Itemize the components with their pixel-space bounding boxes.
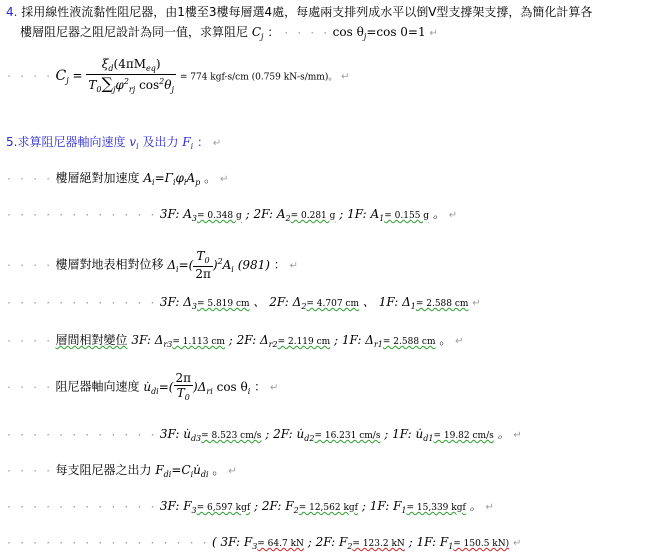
- vel-heading: [6, 372, 278, 402]
- force-2f: ; 2F: $F_2= 12,562$ kgf: [254, 499, 359, 515]
- disp-sep1: 、: [253, 295, 266, 309]
- accel-formula: $A_i=\Gamma_i\varphi_iA_p$: [143, 171, 201, 187]
- vel-1f: ; 1F: $u̇_{d1}= 19.82$ cm/s: [384, 427, 494, 443]
- leader-dots: · · · ·: [6, 466, 52, 477]
- leader-dots: · · · ·: [6, 382, 52, 394]
- paragraph-mark: ↵: [429, 28, 438, 39]
- disp-1f: 1F: $\Delta_1= 2.588$ cm: [378, 295, 469, 311]
- force-kn-3f: ( 3F: $F_3= 64.7$ kN: [211, 535, 304, 551]
- disp-sep2: 、: [362, 295, 375, 309]
- var-vi: $v_i$: [129, 135, 139, 151]
- vel-fraction: $\frac{2\pi}{T_0}$: [175, 371, 192, 402]
- disp-fraction: $\frac{T_0}{2\pi}$: [195, 249, 211, 281]
- item4-marker: 4.: [6, 5, 18, 19]
- force-tail: 。: [212, 463, 225, 477]
- paragraph-mark: ↵: [289, 260, 299, 272]
- disp-tail: ：: [273, 257, 286, 272]
- paragraph-mark: ↵: [228, 466, 237, 477]
- leader-dots: · · · · · · · · · · · · · · · ·: [6, 538, 209, 549]
- paragraph-mark: ↵: [341, 71, 350, 83]
- item4-text-line1: 採用線性液流黏性阻尼器，由1樓至3樓每層選4處，每處兩支排列成水平以倒V型支撐架支撐，為簡化計算各: [21, 5, 593, 19]
- force-formula: $F_{di}=C_iu̇_{di}$: [155, 463, 209, 479]
- item4-text-line2: 樓層阻尼器之阻尼設計為同一值，求算阻尼: [20, 25, 249, 39]
- leader-dots: · · · ·: [6, 260, 52, 272]
- disp-2f: 2F: $\Delta_2= 4.707$ cm: [269, 295, 360, 311]
- drift-label: 層間相對變位: [55, 333, 128, 347]
- paragraph-mark: ↵: [455, 336, 464, 347]
- accel-2f: ; 2F: $A_2= 0.281$ g: [245, 207, 336, 223]
- force-end: 。: [469, 499, 482, 513]
- leader-dots: · · · ·: [6, 336, 52, 347]
- paragraph-mark: ↵: [219, 174, 229, 185]
- paragraph-mark: ↵: [270, 382, 279, 394]
- vel-values: [6, 428, 522, 443]
- accel-3f: 3F: $A_3= 0.348$ g: [159, 207, 242, 223]
- force-3f: 3F: $F_3= 6,597$ kgf: [159, 499, 251, 515]
- disp-label: 樓層對地表相對位移: [55, 257, 164, 272]
- accel-tail: 。: [204, 171, 217, 185]
- vel-formula: $u̇_{di}=$( $\frac{2\pi}{T_0}$ )$\Delta_{ri}$ $\cos \theta_i$: [143, 371, 251, 402]
- paragraph-mark: ↵: [512, 538, 522, 549]
- accel-label: 樓層絕對加速度: [55, 171, 140, 185]
- drift-line: [6, 334, 464, 349]
- paragraph-mark: ↵: [212, 138, 222, 149]
- leader-dots: · · · · · · · · · · · ·: [6, 430, 156, 441]
- force-label: 每支阻尼器之出力: [55, 463, 152, 477]
- accel-1f: ; 1F: $A_1= 0.155$ g: [339, 207, 430, 223]
- formula-equals: =: [72, 68, 83, 83]
- formula-lhs: $C_j$: [55, 67, 69, 85]
- item4-line1: [6, 6, 592, 18]
- cj-fraction: [86, 58, 176, 94]
- vel-2f: ; 2F: $u̇_{d2}= 16.231$ cm/s: [265, 427, 381, 443]
- force-values-kgf: [6, 500, 494, 515]
- cj-numerator: $\xi_d(4\pi M_{eq})$: [86, 58, 176, 75]
- cos-theta-eq: $\cos \theta_j=\cos$ 0=1: [332, 25, 426, 41]
- drift-tail: 。: [439, 333, 452, 347]
- vel-end: 。: [497, 427, 510, 441]
- vel-3f: 3F: $u̇_{d3}= 8.523$ cm/s: [159, 427, 262, 443]
- cj-formula: [6, 58, 350, 94]
- item5-title-text: 5.求算阻尼器軸向速度: [6, 135, 126, 149]
- leader-dots: · · · ·: [6, 174, 52, 185]
- cj-denominator: $T_0\sum_j\varphi^2_{rj}$ $\cos^2\theta_j$: [88, 74, 174, 94]
- item4-line2: [20, 26, 438, 41]
- force-kn-1f: ; 1F: $F_1= 150.5$ kN): [408, 535, 510, 551]
- accel-heading: [6, 172, 228, 187]
- disp-heading: [6, 250, 298, 280]
- paragraph-mark: ↵: [485, 502, 494, 513]
- vel-tail: ：: [254, 379, 267, 394]
- cj-result: = 774 kgf-s/cm (0.759 kN-s/mm)。: [179, 72, 338, 83]
- drift-2f: ; 2F: $\Delta_{r2}= 2.119$ cm: [228, 333, 331, 349]
- var-cj: $C_j$: [251, 25, 264, 41]
- force-kn-2f: ; 2F: $F_2= 123.2$ kN: [307, 535, 405, 551]
- disp-3f: 3F: $\Delta_3= 5.819$ cm: [159, 295, 250, 311]
- paragraph-mark: ↵: [448, 210, 458, 221]
- accel-values: [6, 208, 457, 223]
- paragraph-mark: ↵: [472, 298, 481, 309]
- force-heading: [6, 464, 237, 479]
- leader-dots: · · · ·: [6, 71, 52, 83]
- accel-end: 。: [432, 207, 445, 221]
- leader-dots: · · · ·: [283, 28, 329, 39]
- disp-formula: $\Delta_i=$( $\frac{T_0}{2\pi}$ )$^2A_i$ (981): [167, 249, 270, 281]
- drift-1f: ; 1F: $\Delta_{r1}= 2.588$ cm: [334, 333, 436, 349]
- item5-colon: ：: [197, 135, 210, 149]
- var-fi: $F_i$: [182, 135, 194, 151]
- force-values-kn: [6, 536, 521, 551]
- disp-values: [6, 296, 481, 311]
- item5-title-mid: 及出力: [142, 135, 179, 149]
- drift-3f: 3F: $\Delta_{r3}= 1.113$ cm: [131, 333, 225, 349]
- force-1f: ; 1F: $F_1= 15,339$ kgf: [361, 499, 466, 515]
- vel-label: 阻尼器軸向速度: [55, 379, 140, 394]
- item5-title: [6, 136, 221, 151]
- leader-dots: · · · · · · · · · · · ·: [6, 210, 156, 221]
- leader-dots: · · · · · · · · · · · ·: [6, 502, 156, 513]
- leader-dots: · · · · · · · · · · · ·: [6, 298, 156, 309]
- colon: ：: [267, 25, 280, 39]
- paragraph-mark: ↵: [513, 430, 522, 441]
